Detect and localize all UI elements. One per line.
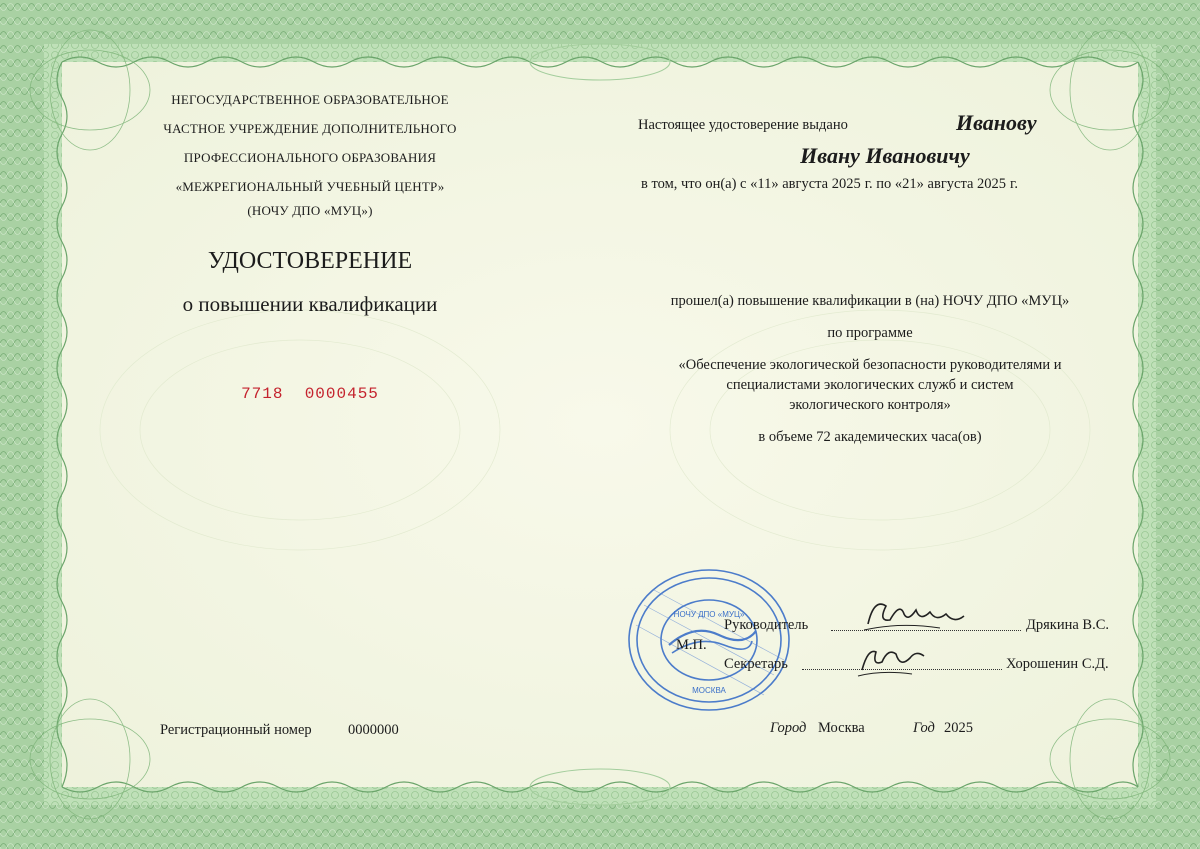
end-day: 21 bbox=[902, 176, 917, 192]
secretary-label: Секретарь bbox=[724, 656, 788, 672]
org-name-line-5: (НОЧУ ДПО «МУЦ») bbox=[247, 203, 373, 218]
year-label: Год bbox=[913, 720, 935, 736]
city-label: Город bbox=[770, 720, 807, 736]
org-name-line-2: ЧАСТНОЕ УЧРЕЖДЕНИЕ ДОПОЛНИТЕЛЬНОГО bbox=[163, 121, 457, 136]
period-prefix: в том, что он(а) с « bbox=[641, 176, 758, 192]
org-name-line-4: «МЕЖРЕГИОНАЛЬНЫЙ УЧЕБНЫЙ ЦЕНТР» bbox=[175, 179, 445, 194]
start-year: 25 bbox=[846, 176, 861, 192]
program-line-3: экологического контроля» bbox=[789, 397, 951, 413]
city-value: Москва bbox=[818, 720, 865, 736]
period-middle: г. по « bbox=[864, 176, 903, 192]
program-line-1: «Обеспечение экологической безопасности руководителями и bbox=[678, 357, 1062, 373]
official-seal bbox=[624, 565, 794, 715]
seal-bottom-text: МОСКВА bbox=[692, 686, 726, 695]
start-day: 11 bbox=[757, 176, 772, 192]
director-name: Дрякина В.С. bbox=[1026, 617, 1110, 633]
study-period bbox=[641, 177, 1018, 192]
serial-number: 7718 0000455 bbox=[241, 385, 379, 403]
registration-label: Регистрационный номер bbox=[160, 722, 312, 738]
program-line-2: специалистами экологических служб и систем bbox=[726, 377, 1014, 393]
document-subtitle: о повышении квалификации bbox=[182, 292, 438, 316]
completed-text: прошел(а) повышение квалификации в (на) НОЧУ ДПО «МУЦ» bbox=[670, 293, 1070, 309]
start-month: » августа 20 bbox=[771, 176, 847, 192]
recipient-surname: Иванову bbox=[956, 110, 1037, 135]
org-name-line-3: ПРОФЕССИОНАЛЬНОГО ОБРАЗОВАНИЯ bbox=[183, 150, 437, 165]
end-month: » августа 20 bbox=[916, 176, 992, 192]
issued-label: Настоящее удостоверение выдано bbox=[638, 117, 848, 133]
org-name-line-1: НЕГОСУДАРСТВЕННОЕ ОБРАЗОВАТЕЛЬНОЕ bbox=[171, 92, 449, 107]
recipient-given-names: Ивану Ивановичу bbox=[800, 143, 970, 168]
seal-place-label: М.П. bbox=[676, 637, 707, 653]
secretary-signature bbox=[852, 640, 932, 682]
seal-center-text: НОЧУ ДПО «МУЦ» bbox=[673, 610, 745, 619]
registration-number: 0000000 bbox=[348, 722, 399, 738]
director-label: Руководитель bbox=[724, 617, 809, 633]
program-label: по программе bbox=[827, 325, 913, 341]
secretary-name: Хорошенин С.Д. bbox=[1006, 656, 1109, 672]
period-suffix: г. bbox=[1010, 176, 1018, 192]
year-value: 2025 bbox=[944, 720, 973, 736]
hours-text: в объеме 72 академических часа(ов) bbox=[758, 429, 982, 445]
end-year: 25 bbox=[991, 176, 1007, 192]
document-title: УДОСТОВЕРЕНИЕ bbox=[207, 248, 413, 274]
director-signature bbox=[860, 592, 970, 638]
